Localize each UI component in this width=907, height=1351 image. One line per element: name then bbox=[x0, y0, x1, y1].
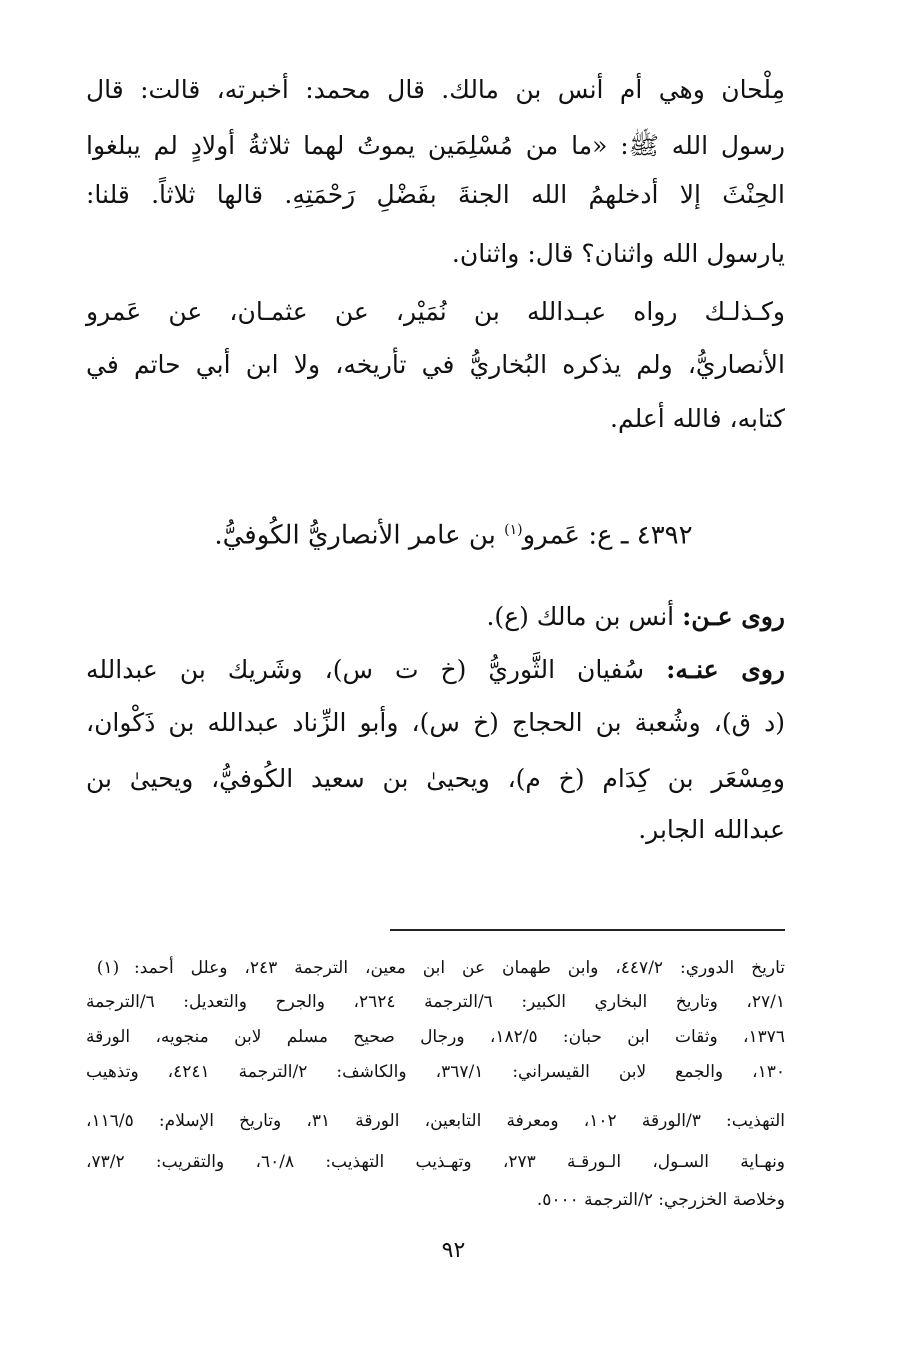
footnote-line: ١٣٧٦، وثقات ابن حبان: ١٨٢/٥، ورجال صحيح مسلم لابن منجويه، الورقة bbox=[86, 1027, 785, 1047]
body-line: مِلْحان وهي أم أنس بن مالك. قال محمد: أخبرته، قالت: قال bbox=[86, 75, 785, 104]
footnote-line: وخلاصة الخزرجي: ٢/الترجمة ٥٠٠٠. bbox=[536, 1190, 785, 1210]
entry-heading-number-name: ٤٣٩٢ ـ ع: عَمرو bbox=[522, 520, 693, 551]
entry-heading bbox=[160, 512, 747, 554]
body-line: رسول الله ﷺ: «ما من مُسْلِمَين يموتُ لهما ثلاثةُ أولادٍ لم يبلغوا bbox=[86, 131, 785, 160]
entry-heading-rest: بن عامر الأنصاريُّ الكُوفيُّ. bbox=[214, 520, 505, 551]
footnote-separator bbox=[390, 929, 785, 931]
body-line: (د ق)، وشُعبة بن الحجاج (خ س)، وأبو الزِّناد عبدالله بن ذَكْوان، bbox=[86, 708, 785, 737]
body-line: ومِسْعَر بن كِدَام (خ م)، ويحيىٰ بن سعيد الكُوفيُّ، ويحيىٰ بن bbox=[86, 764, 785, 793]
narrated-by-line bbox=[86, 653, 785, 687]
narrated-by-label: روى عنـه: bbox=[666, 655, 785, 684]
body-line: الأنصاريُّ، ولم يذكره البُخاريُّ في تأريخه، ولا ابن أبي حاتم في bbox=[86, 350, 785, 379]
body-line: الحِنْثَ إلا أدخلهمُ الله الجنةَ بفَضْلِ رَحْمَتِهِ. قالها ثلاثاً. قلنا: bbox=[86, 180, 785, 209]
body-line: عبدالله الجابر. bbox=[638, 815, 785, 844]
narrated-from-text: أنس بن مالك (ع). bbox=[486, 602, 683, 631]
body-line: كتابه، فالله أعلم. bbox=[610, 404, 785, 433]
narrated-from-label: روى عـن: bbox=[682, 602, 785, 631]
footnote-line: التهذيب: ٣/الورقة ١٠٢، ومعرفة التابعين، الورقة ٣١، وتاريخ الإسلام: ١١٦/٥، bbox=[86, 1111, 786, 1131]
narrated-by-text: سُفيان الثَّوريُّ (خ ت س)، وشَريك بن عبدالله bbox=[86, 655, 667, 684]
body-line: وكـذلـك رواه عبـدالله بن نُمَيْر، عن عثمـان، عن عَمرو bbox=[86, 297, 785, 326]
footnote-line: ٢٧/١، وتاريخ البخاري الكبير: ٦/الترجمة ٢٦٢٤، والجرح والتعديل: ٦/الترجمة bbox=[86, 992, 785, 1012]
footnote-line: ونهـاية السـول، الـورقـة ٢٧٣، وتهـذيب التهذيب: ٦٠/٨، والتقريب: ٧٣/٢، bbox=[86, 1152, 786, 1172]
narrated-from-line bbox=[486, 600, 785, 634]
footnote-line: تاريخ الدوري: ٤٤٧/٢، وابن طهمان عن ابن معين، الترجمة ٢٤٣، وعلل أحمد: bbox=[134, 958, 785, 978]
page-number: ٩٢ bbox=[441, 1238, 466, 1263]
footnote-marker: (١) bbox=[96, 958, 120, 978]
body-line: يارسول الله واثنان؟ قال: واثنان. bbox=[451, 239, 785, 268]
footnote-line: ١٣٠، والجمع لابن القيسراني: ٣٦٧/١، والكاشف: ٢/الترجمة ٤٢٤١، وتذهيب bbox=[86, 1062, 786, 1082]
footnote-reference: (١) bbox=[504, 522, 523, 538]
